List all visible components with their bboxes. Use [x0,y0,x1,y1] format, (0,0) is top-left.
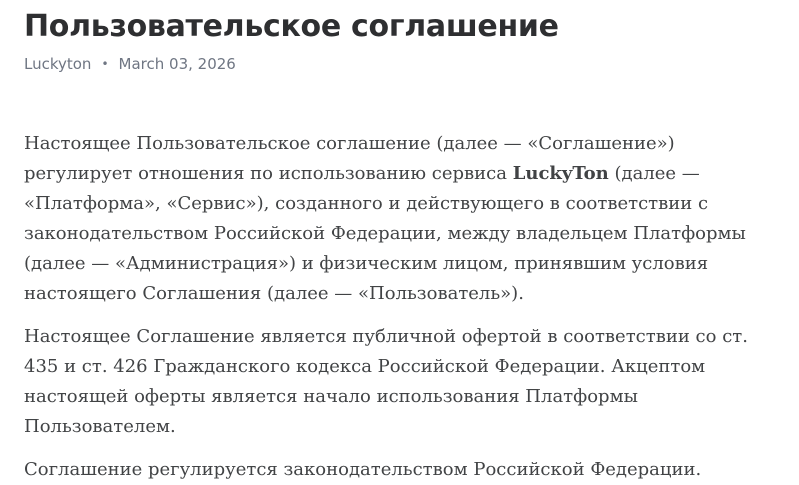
article-body [24,129,750,485]
paragraph-agreement-intro [24,129,750,309]
byline [24,55,775,73]
brand-name: LuckyTon [512,163,609,184]
page-title: Пользовательское соглашение [24,9,559,44]
intro-text-before-brand: Настоящее Пользовательское соглашение (далее — «Соглашение») регулирует отношения по использованию сервиса [24,133,675,184]
publish-date: March 03, 2026 [118,55,236,73]
byline-separator-dot: • [101,57,109,71]
paragraph-public-offer: Настоящее Соглашение является публичной офертой в соответствии со ст. 435 и ст. 426 Гражданского кодекса Российской Федерации. Акцептом настоящей оферты является начало использования Платформы Пользователем. [24,326,748,437]
intro-text-after-brand: (далее — «Платформа», «Сервис»), созданного и действующего в соответствии с законодательством Российской Федерации, между владельцем Платформы (далее — «Администрация») и физическим лицом, принявшим условия настоящего Соглашения (далее — «Пользователь»). [24,163,746,304]
paragraph-governing-law: Соглашение регулируется законодательством Российской Федерации. [24,459,702,480]
author-link[interactable]: Luckyton [24,55,92,73]
